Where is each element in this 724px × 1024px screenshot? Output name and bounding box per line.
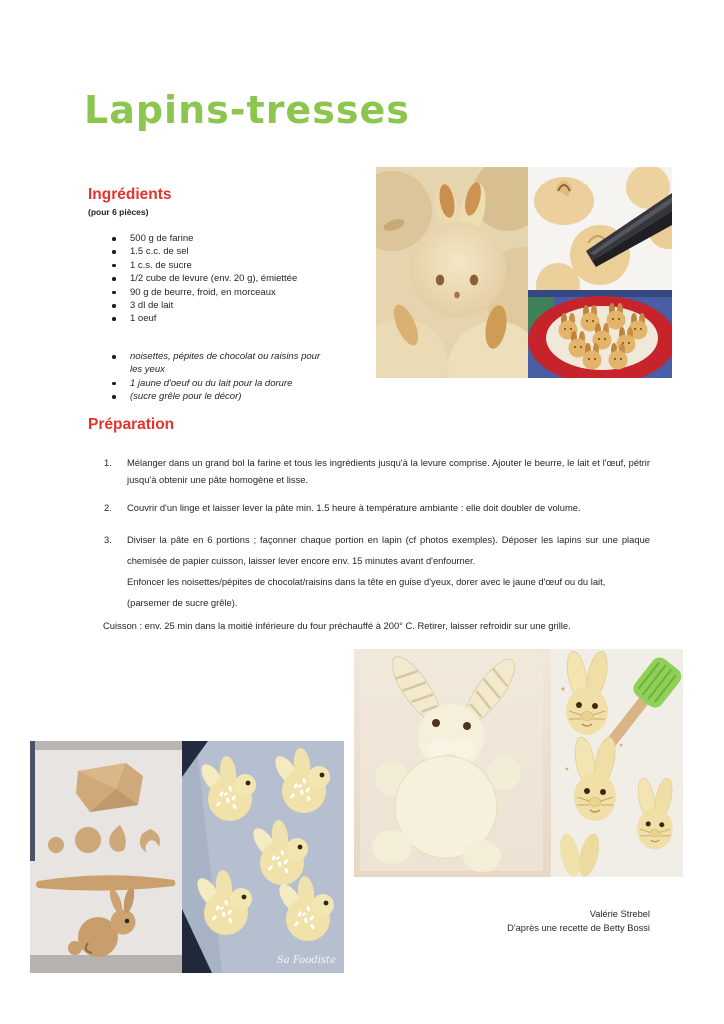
preparation-steps bbox=[104, 455, 650, 625]
ingredient-item: 90 g de beurre, froid, en morceaux bbox=[88, 286, 328, 299]
bunny-faces-illustration bbox=[551, 649, 683, 877]
dough-shaping-illustration bbox=[30, 741, 182, 973]
photo-scissors-shaping bbox=[528, 167, 672, 290]
photo-dough-shaping-steps bbox=[30, 741, 182, 973]
step-item bbox=[104, 455, 650, 488]
ingredient-item: 3 dl de lait bbox=[88, 299, 328, 312]
ingredient-item: 500 g de farine bbox=[88, 232, 328, 245]
step-text-paragraph: Enfoncer les noisettes/pépites de chocolat/raisins dans la tête en guise d'yeux, dorer avec le jaune d'œuf ou du lait, (parsemer de sucre grêle). bbox=[127, 575, 606, 608]
step-item bbox=[104, 500, 650, 517]
ingredient-note-item: noisettes, pépites de chocolat ou raisins pour les yeux bbox=[88, 350, 328, 377]
large-bunny-illustration bbox=[354, 649, 551, 877]
baked-bunnies-illustration bbox=[182, 741, 344, 973]
photo-large-braided-bunny bbox=[354, 649, 551, 877]
page-title: Lapins-tresses bbox=[84, 88, 410, 132]
step-text-paragraph: Diviser la pâte en 6 portions ; façonner chaque portion en lapin (cf photos exemples). Déposer les lapins sur une plaque chemisée de papier cuisson, laisser lever encore env. 15 minutes avant d'enfourner. bbox=[127, 533, 650, 566]
photo-bunny-plate bbox=[528, 290, 672, 378]
photo-collage-steps bbox=[30, 741, 344, 973]
ingredients-list bbox=[88, 232, 303, 326]
ingredients-heading: Ingrédients bbox=[88, 186, 172, 203]
photo-collage-top bbox=[376, 167, 672, 378]
credit-source: D'après une recette de Betty Bossi bbox=[507, 923, 650, 933]
step-item bbox=[104, 529, 650, 613]
photo-bunny-rolls-closeup bbox=[376, 167, 528, 378]
ingredient-note-item: (sucre grêle pour le décor) bbox=[88, 390, 328, 403]
scissors-illustration bbox=[528, 167, 672, 290]
ingredient-item: 1.5 c.c. de sel bbox=[88, 245, 328, 258]
ingredient-item: 1 c.s. de sucre bbox=[88, 259, 328, 272]
step-number: 3. bbox=[104, 533, 112, 545]
bunny-rolls-illustration bbox=[376, 167, 528, 378]
step-text: Mélanger dans un grand bol la farine et tous les ingrédients jusqu'à la levure comprise. Ajouter le beurre, le lait et l'œuf, pétrir jusqu'à obtenir une pâte homogène et lisse. bbox=[127, 457, 650, 485]
preparation-heading: Préparation bbox=[88, 416, 175, 433]
photo-watermark: Sa Foodiste bbox=[276, 955, 336, 966]
credit-author: Valérie Strebel bbox=[589, 909, 650, 919]
step-text bbox=[127, 529, 650, 613]
photo-collage-large-bunny bbox=[354, 649, 683, 877]
step-number: 2. bbox=[104, 502, 112, 513]
photo-bunny-faces-brush bbox=[551, 649, 683, 877]
step-number: 1. bbox=[104, 457, 112, 468]
ingredients-note-list bbox=[88, 350, 321, 404]
credit bbox=[390, 907, 650, 935]
photo-baked-sugar-bunnies bbox=[182, 741, 344, 973]
step-text: Couvrir d'un linge et laisser lever la pâte min. 1.5 heure à température ambiante : elle doit doubler de volume. bbox=[127, 502, 581, 513]
red-plate-illustration bbox=[528, 290, 672, 378]
ingredient-note-item: 1 jaune d'oeuf ou du lait pour la dorure bbox=[88, 377, 328, 390]
cuisson-note: Cuisson : env. 25 min dans la moitié inférieure du four préchauffé à 200° C. Retirer, laisser refroidir sur une grille. bbox=[103, 620, 571, 631]
ingredients-subtitle: (pour 6 pièces) bbox=[88, 207, 149, 217]
ingredient-item: 1/2 cube de levure (env. 20 g), émiettée bbox=[88, 272, 328, 285]
ingredient-item: 1 oeuf bbox=[88, 312, 328, 325]
